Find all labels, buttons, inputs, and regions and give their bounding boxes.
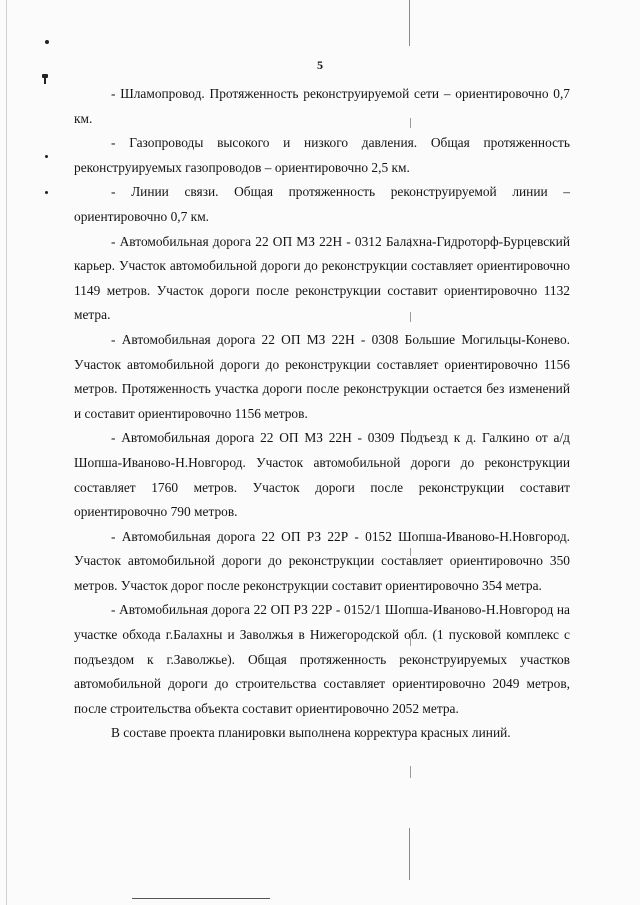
binding-mark [45, 191, 48, 194]
paragraph-red-lines: В составе проекта планировки выполнена корректура красных линий. [111, 725, 511, 741]
binding-mark [45, 40, 49, 44]
page-number: 5 [317, 58, 323, 72]
paragraph-road-0312: - Автомобильная дорога 22 ОП МЗ 22Н - 0312 Балахна-Гидроторф-Бурцевский карьер. Участок автомобильной дороги до реконструкции составляет ориентировочно 1149 метров. Участок дороги после реконструкции составит ориентировочно 1132 метра. [74, 233, 570, 323]
paragraph-road-0309: - Автомобильная дорога 22 ОП МЗ 22Н - 0309 Подъезд к д. Галкино от а/д Шопша-Иваново-Н.Новгород. Участок автомобильной дороги до реконструкции составляет 1760 метров. Участок дороги после реконструкции составит ориентировочно 790 метров. [74, 430, 570, 520]
paragraph-gas-pipelines: - Газопроводы высокого и низкого давления. Общая протяженность реконструируемых газопроводов – ориентировочно 2,5 км. [74, 135, 570, 175]
scan-line-bottom [409, 828, 410, 880]
paragraph-road-0152: - Автомобильная дорога 22 ОП РЗ 22Р - 0152 Шопша-Иваново-Н.Новгород. Участок автомобильной дороги до реконструкции составляет ориентировочно 350 метров. Участок дорог после реконструкции составит ориентировочно 354 метра. [74, 528, 570, 593]
scan-tick [410, 766, 411, 778]
paragraph-road-0308: - Автомобильная дорога 22 ОП МЗ 22Н - 0308 Большие Могильцы-Конево. Участок автомобильной дороги до реконструкции составляет ориентировочно 1156 метров. Протяженность участка дороги после реконструкции остается без изменений и составит ориентировочно 1156 метров. [74, 331, 570, 421]
paragraph-sludge-pipeline: - Шламопровод. Протяженность реконструируемой сети – ориентировочно 0,7 км. [74, 86, 570, 126]
scan-edge-left [6, 0, 7, 905]
scan-line-top [409, 0, 410, 46]
paragraph-communication-lines: - Линии связи. Общая протяженность реконструируемой линии – ориентировочно 0,7 км. [74, 184, 570, 224]
binding-mark [45, 155, 48, 158]
bottom-rule [132, 898, 270, 899]
binding-mark [44, 78, 46, 84]
body-text [74, 82, 570, 746]
paragraph-road-0152-1: - Автомобильная дорога 22 ОП РЗ 22Р - 0152/1 Шопша-Иваново-Н.Новгород на участке обхода г.Балахны и Заволжья в Нижегородской обл. (1 пусковой комплекс с подъездом к г.Заволжье). Общая протяженность реконструируемых участков автомобильной дороги до строительства составляет ориентировочно 2049 метров, после строительства объекта составит ориентировочно 2052 метра. [74, 602, 570, 716]
